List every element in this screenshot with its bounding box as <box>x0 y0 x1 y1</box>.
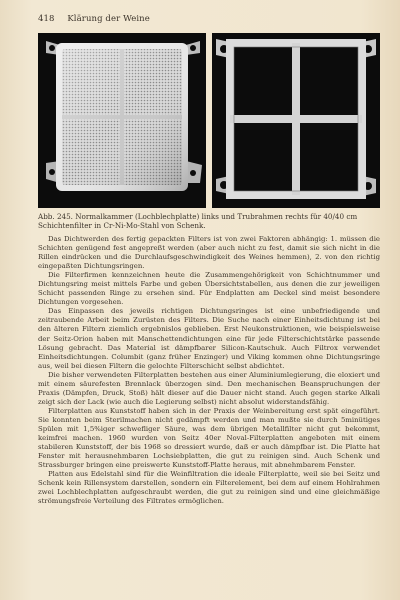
page-number: 418 <box>38 14 55 24</box>
paragraph-dichtwerden: Das Dichtwerden des fertig gepackten Filters ist von zwei Faktoren abhängig: 1. müssen die Schichten genügend fest angepreßt werden (aber auch nicht zu fest, damit sie sich nicht in die Rillen eindrücken und die Durchlaufsgeschwindigkeit des Weines hemmen), 2. von den richtig eingepaßten Dichtungsringen. <box>38 235 380 271</box>
running-title: Klärung der Weine <box>67 14 150 24</box>
body-text <box>38 235 380 506</box>
figure-245 <box>38 33 380 208</box>
photo-trubrahmen <box>212 33 380 208</box>
normalkammer-plate-image <box>38 33 206 208</box>
paragraph-edelstahl: Platten aus Edelstahl sind für die Weinfiltration die ideale Filterplatte, weil sie bei Seitz und Schenk kein Rillensystem darstellen, sondern ein Filterelement, bei dem auf einem Hohlrahmen zwei Lochblechplatten aufgeschraubt werden, die gut zu reinigen sind und eine gleichmäßige strömungsfreie Verteilung des Filtrates ermöglichen. <box>38 470 380 506</box>
running-header <box>38 14 378 24</box>
paragraph-einpassen: Das Einpassen des jeweils richtigen Dichtungsringes ist eine unbefriedigende und zeitraubende Arbeit beim Zurüsten des Filters. Die Suche nach einer Einheitsdichtung ist bei den älteren Filtern ziemlich ergebnislos geblieben. Erst Neukonstruktionen, wie beispielsweise der Seitz-Orion haben mit Manschettendichtungen eine für jede Filterschichtstärke passende Lösung gebracht. Das Material ist dämpfbarer Silicon-Kautschuk. Auch Filtrox verwendet Einheitsdichtungen. Columbit (ganz früher Enzinger) und Viking kommen ohne Dichtungsringe aus, weil bei diesen Filtern die gelochte Filterschicht selbst abdichtet. <box>38 307 380 370</box>
photo-normalkammer <box>38 33 206 208</box>
figure-caption: Abb. 245. Normalkammer (Lochblechplatte) links und Trubrahmen rechts für 40/40 cm Schichtenfilter in Cr-Ni-Mo-Stahl von Schenk. <box>38 212 358 230</box>
paragraph-filterfirmen: Die Filterfirmen kennzeichnen heute die Zusammengehörigkeit von Schichtnummer und Dichtungsring meist mittels Farbe und geben Übersichtstabellen, aus denen die zur jeweiligen Schicht passenden Ringe zu ersehen sind. Für Endplatten am Deckel sind meist besondere Dichtungen vorgesehen. <box>38 271 380 307</box>
paragraph-kunststoff: Filterplatten aus Kunststoff haben sich in der Praxis der Weinbereitung erst spät eingeführt. Sie konnten beim Sterilmachen nicht gedämpft werden und man mußte sie durch 5minütiges Spülen mit 1,5%iger schwefliger Säure, was dem übrigen Metallfilter nicht gut bekommt, keimfrei machen. 1960 wurden von Seitz 40er Noval-Filterplatten angeboten mit einem stabileren Kunststoff, der bis 1968 so dressiert wurde, daß er auch dämpfbar ist. Die Platte hat Fenster mit herausnehmbaren Lochsiebplatten, die gut zu reinigen sind. Auch Schenk und Strassburger bringen eine preiswerte Kunststoff-Platte heraus, mit abnehmbarem Fenster. <box>38 406 380 470</box>
trubrahmen-frame-image <box>212 33 380 208</box>
paragraph-aluminium: Die bisher verwendeten Filterplatten bestehen aus einer Aluminiumlegierung, die eloxiert und mit einem säurefesten Brennlack überzogen sind. Den mechanischen Beanspruchungen der Praxis (Dämpfen, Druck, Stoß) hält dieser auf die Dauer nicht stand. Auch gegen starke Alkali zeigt sich der Lack (wie auch die Legierung selbst) nicht absolut widerstandsfähig. <box>38 370 380 406</box>
